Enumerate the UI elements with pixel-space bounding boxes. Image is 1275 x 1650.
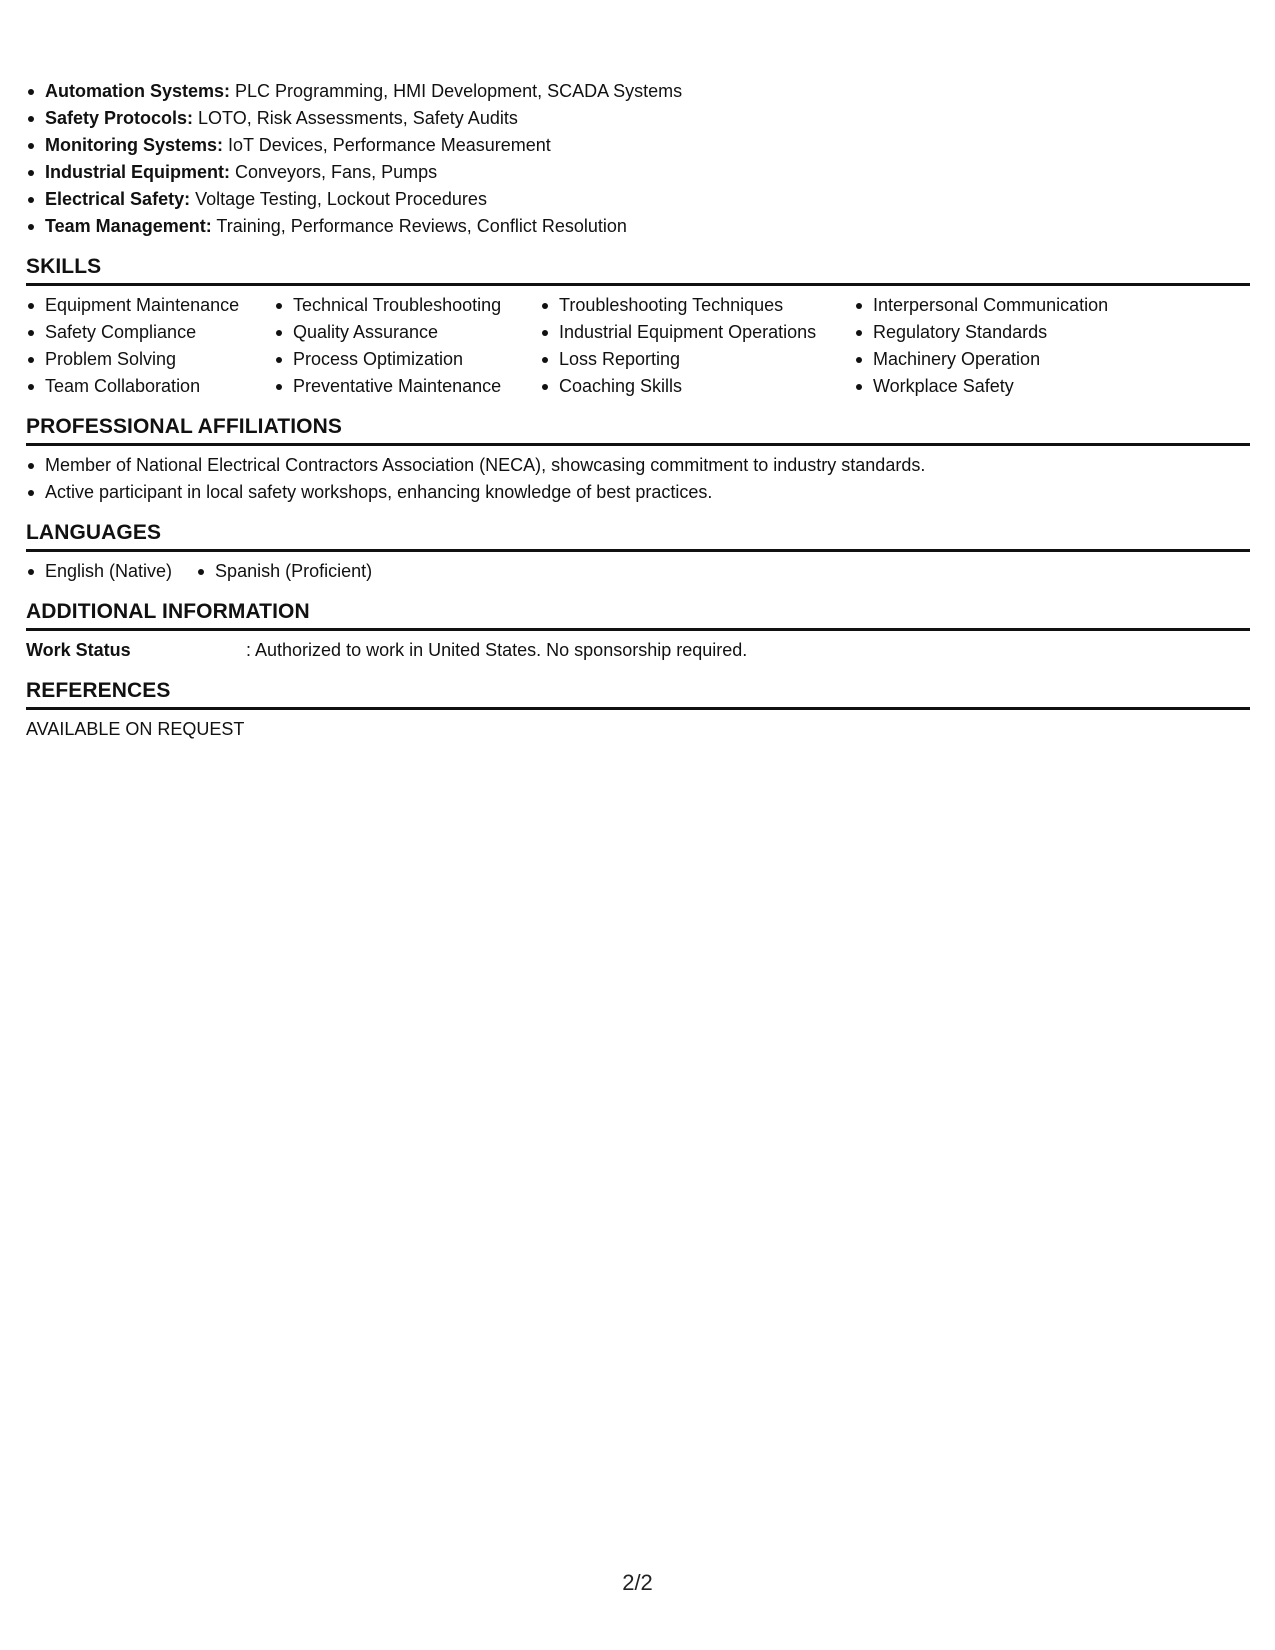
skill-item: Team Collaboration — [26, 373, 274, 400]
skill-item: Process Optimization — [274, 346, 540, 373]
references-text: AVAILABLE ON REQUEST — [26, 719, 245, 739]
skills-column — [26, 292, 274, 400]
skills-grid — [26, 292, 1250, 400]
work-status-row — [26, 637, 1250, 664]
skill-item: Interpersonal Communication — [854, 292, 1154, 319]
section-title: REFERENCES — [26, 678, 1250, 710]
skill-item: Regulatory Standards — [854, 319, 1154, 346]
skills-column — [540, 292, 854, 400]
references-section — [26, 678, 1250, 743]
work-status-value: : Authorized to work in United States. No sponsorship required. — [246, 640, 748, 660]
item-text: Conveyors, Fans, Pumps — [230, 162, 438, 182]
skills-column — [854, 292, 1154, 400]
skill-item: Coaching Skills — [540, 373, 854, 400]
skill-item: Industrial Equipment Operations — [540, 319, 854, 346]
list-item: Member of National Electrical Contractors Association (NECA), showcasing commitment to industry standards. — [26, 452, 1250, 479]
list-item — [26, 132, 1250, 159]
affiliations-list — [26, 452, 1250, 506]
languages-list — [26, 558, 1250, 585]
list-item — [26, 78, 1250, 105]
item-label: Industrial Equipment: — [45, 162, 231, 182]
skill-item: Troubleshooting Techniques — [540, 292, 854, 319]
skills-column — [274, 292, 540, 400]
item-label: Electrical Safety: — [45, 189, 191, 209]
language-item: Spanish (Proficient) — [196, 558, 372, 585]
list-item — [26, 213, 1250, 240]
competencies-list — [26, 78, 1250, 240]
item-text: PLC Programming, HMI Development, SCADA Systems — [230, 81, 683, 101]
skill-item: Technical Troubleshooting — [274, 292, 540, 319]
skill-item: Problem Solving — [26, 346, 274, 373]
item-text: IoT Devices, Performance Measurement — [223, 135, 551, 155]
affiliations-section — [26, 414, 1250, 506]
section-title: LANGUAGES — [26, 520, 1250, 552]
work-status-label: Work Status — [26, 640, 131, 660]
item-text: Voltage Testing, Lockout Procedures — [190, 189, 487, 209]
item-text: LOTO, Risk Assessments, Safety Audits — [193, 108, 518, 128]
skill-item: Loss Reporting — [540, 346, 854, 373]
item-label: Team Management: — [45, 216, 212, 236]
skills-section — [26, 254, 1250, 400]
skill-item: Preventative Maintenance — [274, 373, 540, 400]
resume-page — [26, 78, 1250, 743]
section-title: SKILLS — [26, 254, 1250, 286]
languages-section — [26, 520, 1250, 585]
list-item — [26, 105, 1250, 132]
skill-item: Workplace Safety — [854, 373, 1154, 400]
list-item: Active participant in local safety workshops, enhancing knowledge of best practices. — [26, 479, 1250, 506]
skill-item: Machinery Operation — [854, 346, 1154, 373]
section-title: ADDITIONAL INFORMATION — [26, 599, 1250, 631]
additional-info-section — [26, 599, 1250, 664]
skill-item: Safety Compliance — [26, 319, 274, 346]
section-title: PROFESSIONAL AFFILIATIONS — [26, 414, 1250, 446]
skill-item: Equipment Maintenance — [26, 292, 274, 319]
list-item — [26, 186, 1250, 213]
page-number: 2/2 — [622, 1570, 653, 1595]
item-text: Training, Performance Reviews, Conflict Resolution — [211, 216, 627, 236]
language-item: English (Native) — [26, 558, 172, 585]
item-label: Monitoring Systems: — [45, 135, 224, 155]
list-item — [26, 159, 1250, 186]
item-label: Safety Protocols: — [45, 108, 194, 128]
item-label: Automation Systems: — [45, 81, 231, 101]
skill-item: Quality Assurance — [274, 319, 540, 346]
